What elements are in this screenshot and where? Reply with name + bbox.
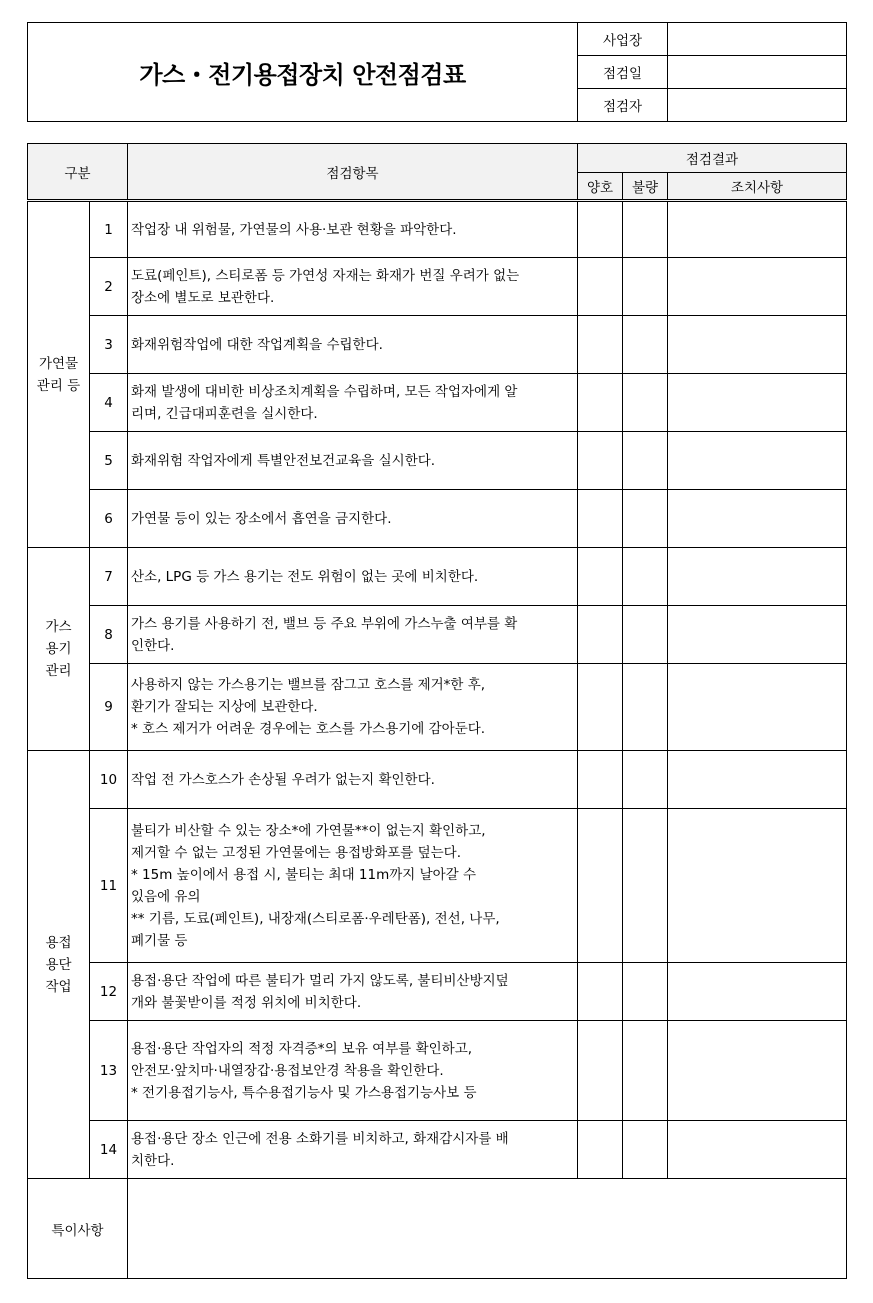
inspector-label: 점검자 <box>578 89 668 122</box>
workplace-field[interactable] <box>668 23 847 56</box>
good-checkbox-cell[interactable] <box>578 606 623 664</box>
good-checkbox-cell[interactable] <box>578 963 623 1021</box>
item-number: 13 <box>90 1021 128 1121</box>
bad-checkbox-cell[interactable] <box>623 201 668 258</box>
action-header: 조치사항 <box>668 173 847 201</box>
bad-checkbox-cell[interactable] <box>623 1121 668 1179</box>
good-checkbox-cell[interactable] <box>578 809 623 963</box>
bad-header: 불량 <box>623 173 668 201</box>
check-item-text: 가연물 등이 있는 장소에서 흡연을 금지한다. <box>128 490 578 548</box>
item-header: 점검항목 <box>128 144 578 201</box>
header-table <box>27 22 847 122</box>
check-item-text: 용접·용단 작업에 따른 불티가 멀리 가지 않도록, 불티비산방지덮 개와 불꽃받이를 적정 위치에 비치한다. <box>128 963 578 1021</box>
item-number: 3 <box>90 316 128 374</box>
item-number: 11 <box>90 809 128 963</box>
inspection-date-field[interactable] <box>668 56 847 89</box>
action-input-cell[interactable] <box>668 432 847 490</box>
workplace-label: 사업장 <box>578 23 668 56</box>
good-checkbox-cell[interactable] <box>578 316 623 374</box>
table-row <box>28 1121 847 1179</box>
check-item-text: 화재위험작업에 대한 작업계획을 수립한다. <box>128 316 578 374</box>
action-input-cell[interactable] <box>668 664 847 751</box>
item-number: 10 <box>90 751 128 809</box>
good-checkbox-cell[interactable] <box>578 201 623 258</box>
good-checkbox-cell[interactable] <box>578 258 623 316</box>
bad-checkbox-cell[interactable] <box>623 490 668 548</box>
bad-checkbox-cell[interactable] <box>623 606 668 664</box>
check-item-text: 가스 용기를 사용하기 전, 밸브 등 주요 부위에 가스누출 여부를 확 인한다. <box>128 606 578 664</box>
item-number: 2 <box>90 258 128 316</box>
item-number: 8 <box>90 606 128 664</box>
checklist-table <box>27 143 847 1279</box>
table-row <box>28 664 847 751</box>
bad-checkbox-cell[interactable] <box>623 1021 668 1121</box>
item-number: 6 <box>90 490 128 548</box>
item-number: 4 <box>90 374 128 432</box>
remarks-row <box>28 1179 847 1279</box>
item-number: 1 <box>90 201 128 258</box>
inspection-date-label: 점검일 <box>578 56 668 89</box>
good-checkbox-cell[interactable] <box>578 1021 623 1121</box>
item-number: 5 <box>90 432 128 490</box>
check-item-text: 화재 발생에 대비한 비상조치계획을 수립하며, 모든 작업자에게 알 리며, 긴급대피훈련을 실시한다. <box>128 374 578 432</box>
check-item-text: 용접·용단 장소 인근에 전용 소화기를 비치하고, 화재감시자를 배 치한다. <box>128 1121 578 1179</box>
check-item-text: 사용하지 않는 가스용기는 밸브를 잠그고 호스를 제거*한 후, 환기가 잘되는 지상에 보관한다. * 호스 제거가 어려운 경우에는 호스를 가스용기에 감아둔다. <box>128 664 578 751</box>
item-number: 14 <box>90 1121 128 1179</box>
inspector-field[interactable] <box>668 89 847 122</box>
good-checkbox-cell[interactable] <box>578 1121 623 1179</box>
table-row <box>28 751 847 809</box>
item-number: 9 <box>90 664 128 751</box>
category-header: 구분 <box>28 144 128 201</box>
table-row <box>28 1021 847 1121</box>
table-row <box>28 316 847 374</box>
action-input-cell[interactable] <box>668 201 847 258</box>
page-title: 가스・전기용접장치 안전점검표 <box>28 23 578 122</box>
check-item-text: 도료(페인트), 스티로폼 등 가연성 자재는 화재가 번질 우려가 없는 장소에 별도로 보관한다. <box>128 258 578 316</box>
action-input-cell[interactable] <box>668 1121 847 1179</box>
table-row <box>28 432 847 490</box>
table-row <box>28 809 847 963</box>
bad-checkbox-cell[interactable] <box>623 374 668 432</box>
table-row <box>28 606 847 664</box>
action-input-cell[interactable] <box>668 1021 847 1121</box>
action-input-cell[interactable] <box>668 548 847 606</box>
bad-checkbox-cell[interactable] <box>623 751 668 809</box>
action-input-cell[interactable] <box>668 316 847 374</box>
good-checkbox-cell[interactable] <box>578 432 623 490</box>
table-row <box>28 374 847 432</box>
result-header: 점검결과 <box>578 144 847 173</box>
good-checkbox-cell[interactable] <box>578 664 623 751</box>
category-cell: 가연물 관리 등 <box>28 201 90 548</box>
table-row <box>28 490 847 548</box>
good-checkbox-cell[interactable] <box>578 548 623 606</box>
category-cell: 용접 용단 작업 <box>28 751 90 1179</box>
table-row <box>28 201 847 258</box>
good-checkbox-cell[interactable] <box>578 374 623 432</box>
bad-checkbox-cell[interactable] <box>623 316 668 374</box>
table-row <box>28 548 847 606</box>
check-item-text: 불티가 비산할 수 있는 장소*에 가연물**이 없는지 확인하고, 제거할 수 없는 고정된 가연물에는 용접방화포를 덮는다. * 15m 높이에서 용접 시, 불티는 최대 11m까지 날아갈 수 있음에 유의 ** 기름, 도료(페인트), 내장재(스티로폼·우레탄폼), 전선, 나무, 폐기물 등 <box>128 809 578 963</box>
action-input-cell[interactable] <box>668 963 847 1021</box>
action-input-cell[interactable] <box>668 751 847 809</box>
good-checkbox-cell[interactable] <box>578 490 623 548</box>
bad-checkbox-cell[interactable] <box>623 548 668 606</box>
check-item-text: 작업 전 가스호스가 손상될 우려가 없는지 확인한다. <box>128 751 578 809</box>
check-item-text: 용접·용단 작업자의 적정 자격증*의 보유 여부를 확인하고, 안전모·앞치마·내열장갑·용접보안경 착용을 확인한다. * 전기용접기능사, 특수용접기능사 및 가스용접기능사보 등 <box>128 1021 578 1121</box>
bad-checkbox-cell[interactable] <box>623 963 668 1021</box>
table-row <box>28 258 847 316</box>
good-header: 양호 <box>578 173 623 201</box>
action-input-cell[interactable] <box>668 374 847 432</box>
bad-checkbox-cell[interactable] <box>623 664 668 751</box>
remarks-label: 특이사항 <box>28 1179 128 1279</box>
good-checkbox-cell[interactable] <box>578 751 623 809</box>
bad-checkbox-cell[interactable] <box>623 432 668 490</box>
action-input-cell[interactable] <box>668 258 847 316</box>
table-row <box>28 963 847 1021</box>
action-input-cell[interactable] <box>668 809 847 963</box>
check-item-text: 산소, LPG 등 가스 용기는 전도 위험이 없는 곳에 비치한다. <box>128 548 578 606</box>
check-item-text: 화재위험 작업자에게 특별안전보건교육을 실시한다. <box>128 432 578 490</box>
bad-checkbox-cell[interactable] <box>623 809 668 963</box>
category-cell: 가스 용기 관리 <box>28 548 90 751</box>
item-number: 7 <box>90 548 128 606</box>
remarks-field[interactable] <box>128 1179 847 1279</box>
action-input-cell[interactable] <box>668 606 847 664</box>
action-input-cell[interactable] <box>668 490 847 548</box>
item-number: 12 <box>90 963 128 1021</box>
check-item-text: 작업장 내 위험물, 가연물의 사용·보관 현황을 파악한다. <box>128 201 578 258</box>
bad-checkbox-cell[interactable] <box>623 258 668 316</box>
